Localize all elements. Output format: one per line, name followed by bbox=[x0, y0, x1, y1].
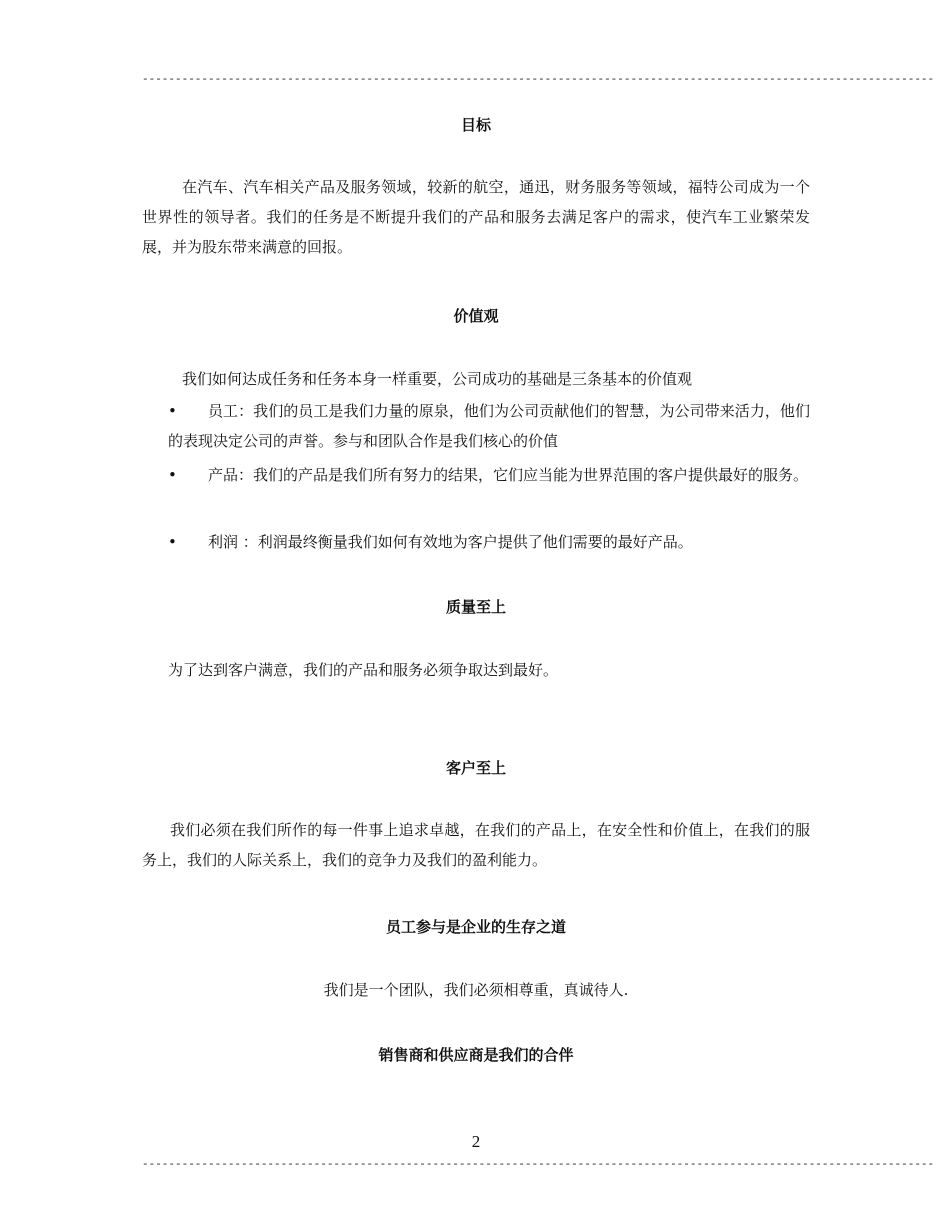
section-title-employee: 员工参与是企业的生存之道 bbox=[385, 918, 566, 936]
values-bullet-employees bbox=[142, 396, 810, 456]
bullet-text: 员工：我们的员工是我们力量的原泉，他们为公司贡献他们的智慧，为公司带来活力，他们的表现决定公司的声誉。参与和团队合作是我们核心的价值 bbox=[168, 402, 810, 450]
values-bullet-products bbox=[142, 460, 810, 490]
section-title-partners: 销售商和供应商是我们的合伴 bbox=[378, 1046, 574, 1064]
bullet-text: 产品：我们的产品是我们所有努力的结果，它们应当能为世界范围的客户提供最好的服务。 bbox=[208, 466, 809, 484]
section-title-customer: 客户至上 bbox=[445, 759, 506, 777]
customer-paragraph: 我们必须在我们所作的每一件事上追求卓越，在我们的产品上，在安全性和价值上，在我们的服务上，我们的人际关系上，我们的竞争力及我们的盈利能力。 bbox=[142, 821, 810, 869]
bullet-icon: • bbox=[168, 402, 177, 420]
footer-rule: ------------------------------------------------------------------------------------------------------------------------ bbox=[142, 1159, 935, 1171]
quality-paragraph: 为了达到客户满意，我们的产品和服务必须争取达到最好。 bbox=[168, 661, 559, 679]
employee-paragraph: 我们是一个团队，我们必须相尊重，真诚待人. bbox=[323, 981, 629, 999]
section-title-goal: 目标 bbox=[460, 116, 491, 134]
section-title-values: 价值观 bbox=[453, 307, 499, 325]
bullet-text: 利润 ：利润最终衡量我们如何有效地为客户提供了他们需要的最好产品。 bbox=[208, 533, 693, 551]
goal-paragraph: 在汽车、汽车相关产品及服务领域，较新的航空，通迅，财务服务等领域，福特公司成为一个世界性的领导者。我们的任务是不断提升我们的产品和服务去满足客户的需求，使汽车工业繁荣发展，并为股东带来满意的回报。 bbox=[142, 178, 810, 256]
bullet-icon: • bbox=[168, 533, 177, 551]
page-number: 2 bbox=[471, 1132, 481, 1151]
section-title-quality: 质量至上 bbox=[445, 598, 506, 616]
values-intro: 我们如何达成任务和任务本身一样重要，公司成功的基础是三条基本的价值观 bbox=[182, 370, 693, 388]
bullet-icon: • bbox=[168, 466, 177, 484]
values-bullet-profit bbox=[142, 527, 810, 557]
header-rule: ------------------------------------------------------------------------------------------------------------------------ bbox=[142, 74, 935, 86]
